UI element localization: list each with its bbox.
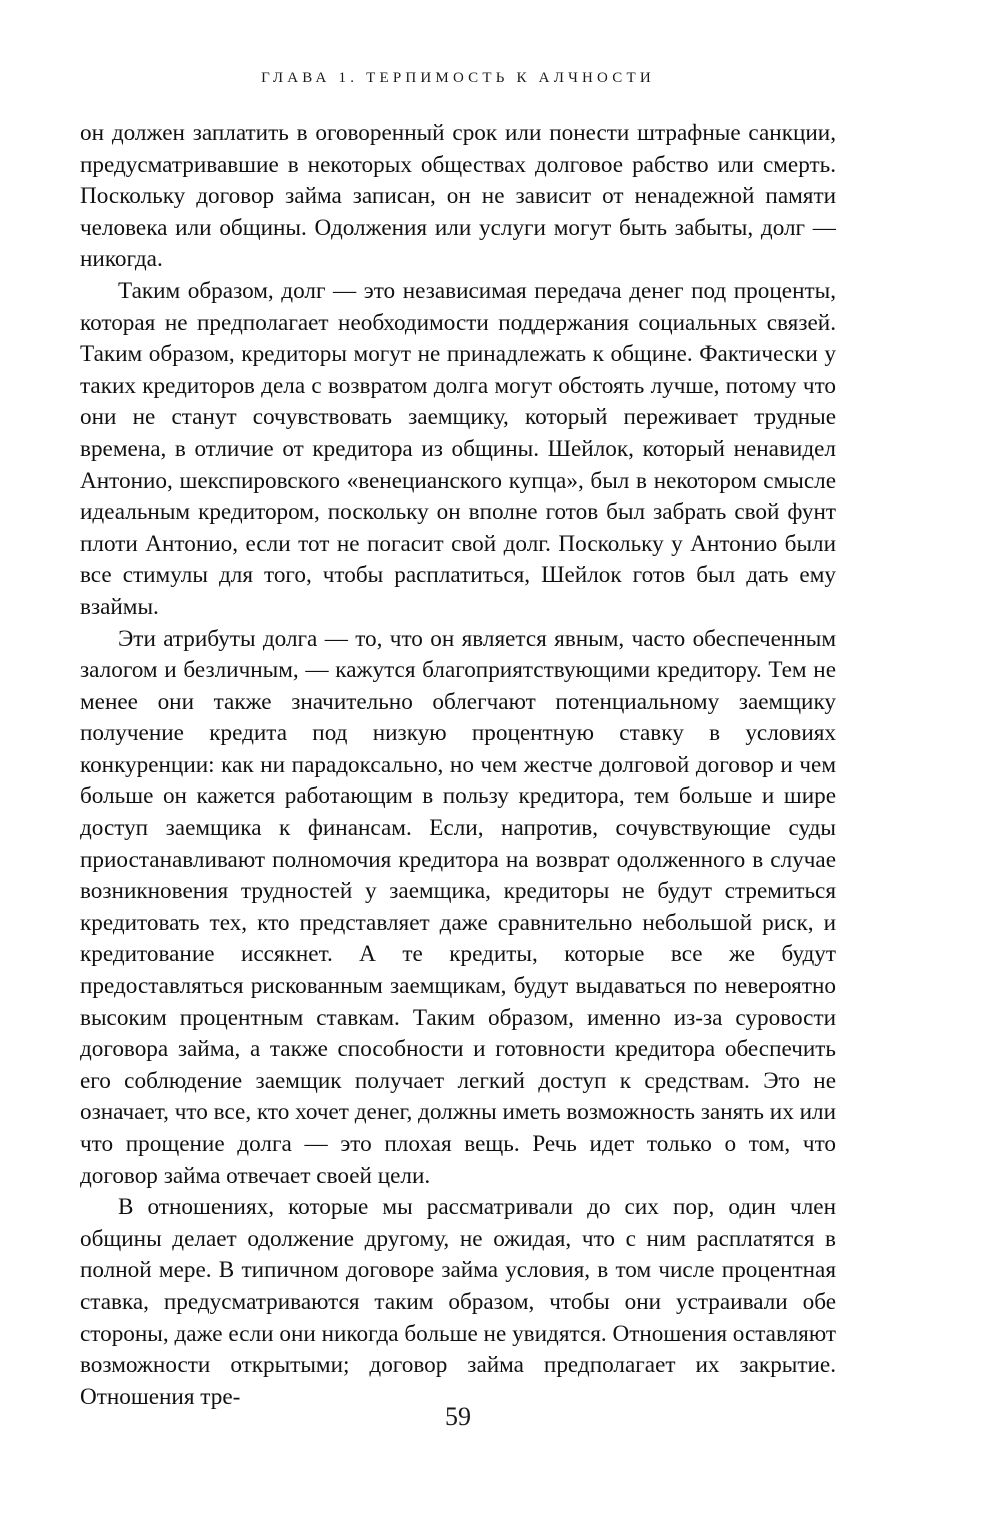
running-head: ГЛАВА 1. ТЕРПИМОСТЬ К АЛЧНОСТИ <box>261 70 655 86</box>
paragraph-1: он должен заплатить в оговоренный срок или понести штрафные санкции, предусматривавшие в некоторых обществах долговое рабство или смерть. Поскольку договор займа записан, он не зависит от ненадежной памяти человека или общины. Одолжения или услуги могут быть забыты, долг — никогда. <box>80 120 836 273</box>
page-number: 59 <box>445 1402 471 1431</box>
paragraph-2: Таким образом, долг — это независимая передача денег под проценты, которая не предполагает необходимости поддержания социальных связей. Таким образом, кредиторы могут не принадлежать к общине. Фактически у таких кредиторов дела с возвратом долга могут обстоять лучше, потому что они не станут сочувствовать заемщику, который переживает трудные времена, в отличие от кредитора из общины. Шейлок, который ненавидел Антонио, шекспировского «венецианского купца», был в некотором смысле идеальным кредитором, поскольку он вполне готов был забрать свой фунт плоти Антонио, если тот не погасит свой долг. Поскольку у Антонио были все стимулы для того, чтобы расплатиться, Шейлок готов был дать ему взаймы. <box>80 277 836 620</box>
paragraph-4: В отношениях, которые мы рассматривали до сих пор, один член общины делает одолжение другому, не ожидая, что с ним расплатятся в полной мере. В типичном договоре займа условия, в том числе процентная ставка, предусматриваются таким образом, чтобы они устраивали обе стороны, даже если они никогда больше не увидятся. Отношения оставляют возможности открытыми; договор займа предполагает их закрытие. Отношения тре- <box>80 1194 836 1410</box>
body-text <box>80 118 836 1413</box>
paragraph-3: Эти атрибуты долга — то, что он является явным, часто обеспеченным залогом и безличным, — кажутся благоприятствующими кредитору. Тем не менее они также значительно облегчают потенциальному заемщику получение кредита под низкую процентную ставку в условиях конкуренции: как ни парадоксально, но чем жестче долговой договор и чем больше он кажется работающим в пользу кредитора, тем больше и шире доступ заемщика к финансам. Если, напротив, сочувствующие суды приостанавливают полномочия кредитора на возврат одолженного в случае возникновения трудностей у заемщика, кредиторы не будут стремиться кредитовать тех, кто представляет даже сравнительно небольшой риск, и кредитование иссякнет. А те кредиты, которые все же будут предоставляться рискованным заемщикам, будут выдаваться по невероятно высоким процентным ставкам. Таким образом, именно из-за суровости договора займа, а также способности и готовности кредитора обеспечить его соблюдение заемщик получает легкий доступ к средствам. Это не означает, что все, кто хочет денег, должны иметь возможность занять их или что прощение долга — это плохая вещь. Речь идет только о том, что договор займа отвечает своей цели. <box>80 625 836 1189</box>
